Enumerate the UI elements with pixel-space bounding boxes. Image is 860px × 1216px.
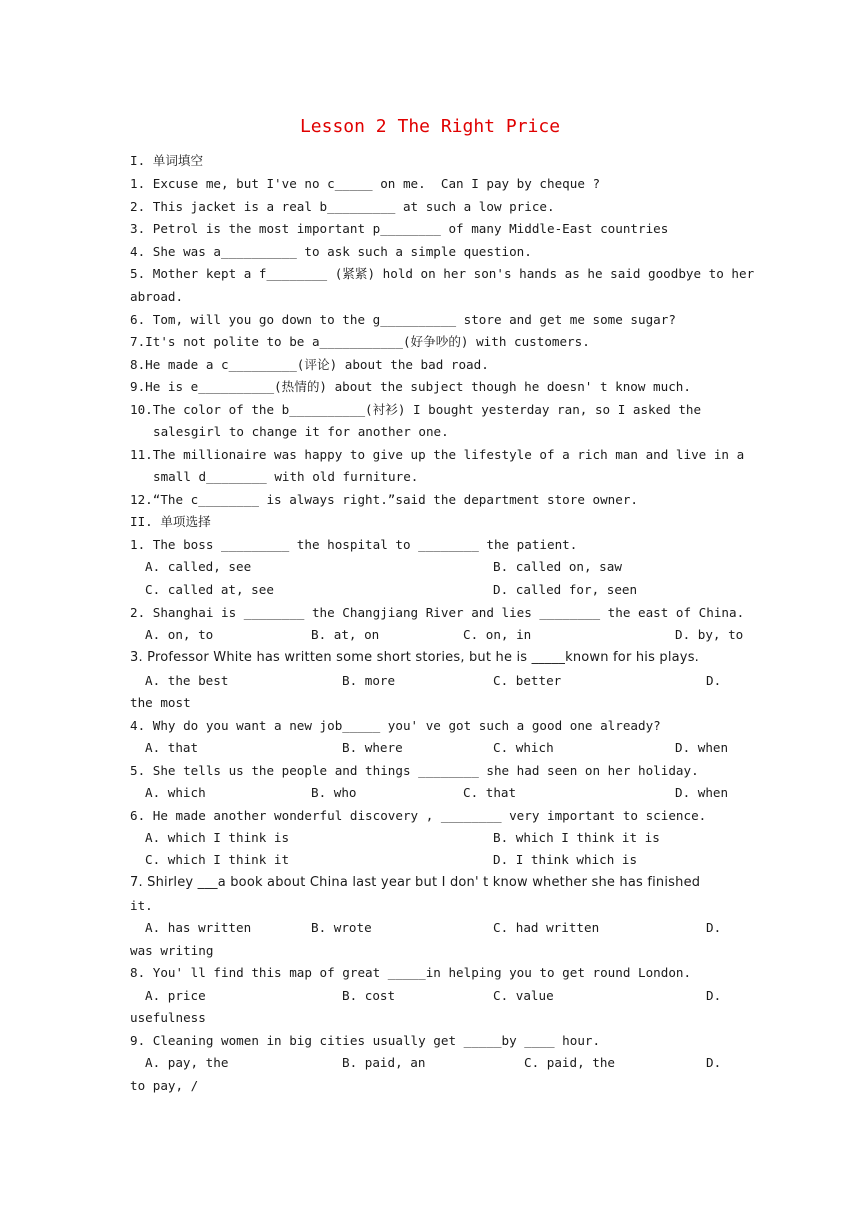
option: D. when	[675, 785, 729, 800]
option: C. which I think it	[145, 852, 290, 867]
option: A. called, see	[145, 559, 252, 574]
option: B. wrote	[311, 920, 372, 935]
vocab-item-wrap: abroad.	[130, 289, 184, 304]
vocab-item: 11.The millionaire was happy to give up the lifestyle of a rich man and live in a	[130, 447, 745, 462]
vocab-item: 6. Tom, will you go down to the g__________ store and get me some sugar?	[130, 312, 676, 327]
option: B. cost	[342, 988, 396, 1003]
option: A. which	[145, 785, 206, 800]
option: B. who	[311, 785, 357, 800]
vocab-item: 7.It's not polite to be a___________(好争吵的) with customers.	[130, 334, 590, 349]
question: 9. Cleaning women in big cities usually get _____by ____ hour.	[130, 1033, 601, 1048]
vocab-item: 5. Mother kept a f________ (紧紧) hold on her son's hands as he said goodbye to her	[130, 266, 755, 281]
option: A. the best	[145, 673, 229, 688]
option: C. that	[463, 785, 517, 800]
option: B. more	[342, 673, 396, 688]
option: D. when	[675, 740, 729, 755]
option: B. at, on	[311, 627, 380, 642]
question: 1. The boss _________ the hospital to ________ the patient.	[130, 537, 578, 552]
option: D. by, to	[675, 627, 744, 642]
option: D.	[706, 988, 722, 1003]
option: B. where	[342, 740, 403, 755]
option: C. on, in	[463, 627, 532, 642]
option: A. that	[145, 740, 199, 755]
section-heading-mc: II. 单项选择	[130, 514, 211, 529]
vocab-item: 8.He made a c_________(评论) about the bad road.	[130, 357, 489, 372]
question: 4. Why do you want a new job_____ you' ve got such a good one already?	[130, 718, 661, 733]
vocab-item-wrap: salesgirl to change it for another one.	[153, 424, 449, 439]
option: A. price	[145, 988, 206, 1003]
option-wrap: to pay, /	[130, 1078, 199, 1093]
option: A. on, to	[145, 627, 214, 642]
option: C. value	[493, 988, 554, 1003]
option: A. pay, the	[145, 1055, 229, 1070]
option-wrap: the most	[130, 695, 191, 710]
option: D.	[706, 1055, 722, 1070]
question: 8. You' ll find this map of great _____in helping you to get round London.	[130, 965, 692, 980]
question: 5. She tells us the people and things ________ she had seen on her holiday.	[130, 763, 699, 778]
question: 7. Shirley ___a book about China last year but I don' t know whether she has finished	[130, 875, 701, 890]
vocab-item: 4. She was a__________ to ask such a simple question.	[130, 244, 532, 259]
option: D. I think which is	[493, 852, 638, 867]
option: A. has written	[145, 920, 252, 935]
option: B. called on, saw	[493, 559, 622, 574]
question: 2. Shanghai is ________ the Changjiang River and lies ________ the east of China.	[130, 605, 745, 620]
option: B. paid, an	[342, 1055, 426, 1070]
option: C. had written	[493, 920, 600, 935]
vocab-item: 9.He is e__________(热情的) about the subject though he doesn' t know much.	[130, 379, 691, 394]
vocab-item: 3. Petrol is the most important p________ of many Middle-East countries	[130, 221, 669, 236]
vocab-item: 1. Excuse me, but I've no c_____ on me. Can I pay by cheque ?	[130, 176, 601, 191]
vocab-item-wrap: small d________ with old furniture.	[153, 469, 419, 484]
question: 3. Professor White has written some short stories, but he is _____known for his plays.	[130, 650, 700, 665]
option: B. which I think it is	[493, 830, 660, 845]
option: D. called for, seen	[493, 582, 638, 597]
question: 6. He made another wonderful discovery , ________ very important to science.	[130, 808, 707, 823]
vocab-item: 10.The color of the b__________(衬衫) I bought yesterday ran, so I asked the	[130, 402, 702, 417]
option: D.	[706, 920, 722, 935]
option: D.	[706, 673, 722, 688]
option-wrap: was writing	[130, 943, 214, 958]
vocab-item: 2. This jacket is a real b_________ at such a low price.	[130, 199, 555, 214]
option: C. called at, see	[145, 582, 274, 597]
question-wrap: it.	[130, 898, 153, 913]
vocab-item: 12.“The c________ is always right.”said the department store owner.	[130, 492, 638, 507]
option: C. paid, the	[524, 1055, 615, 1070]
option: C. which	[493, 740, 554, 755]
option: C. better	[493, 673, 562, 688]
option-wrap: usefulness	[130, 1010, 206, 1025]
section-heading-vocab: I. 单词填空	[130, 153, 204, 168]
option: A. which I think is	[145, 830, 290, 845]
page-title: Lesson 2 The Right Price	[299, 116, 561, 137]
